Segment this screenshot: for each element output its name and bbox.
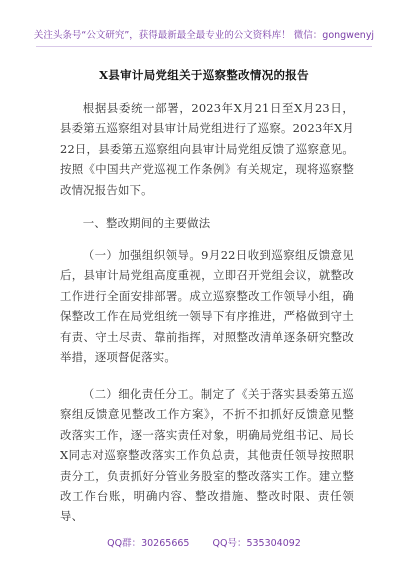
paragraph-block-1: [60, 245, 354, 367]
footer-qq-number: QQ号：535304092: [212, 538, 301, 549]
footer-qq-group: QQ群：30265665: [107, 538, 190, 549]
header-banner: 关注头条号“公文研究”，获得最新最全最专业的公文资料库！ 微信：gongwenyj: [33, 30, 375, 41]
document-body: [60, 98, 354, 200]
header-divider: [36, 46, 372, 47]
paragraph-organization: （一）加强组织领导。9月22日收到巡察组反馈意见后，县审计局党组高度重视，立即召开党组会议，就整改工作进行全面安排部署。成立巡察整改工作领导小组，确保整改工作在局党组统一领导下有序推进，严格做到守土有责、守土尽责、靠前指挥，对照整改清单逐条研究整改举措，逐项督促落实。: [60, 248, 354, 365]
footer-contact: [0, 535, 408, 549]
document-title: X县审计局党组关于巡察整改情况的报告: [99, 68, 309, 82]
paragraph-block-2: [60, 384, 354, 527]
paragraph-responsibility: （二）细化责任分工。制定了《关于落实县委第五巡察组反馈意见整改工作方案》，不折不扣抓好反馈意见整改落实工作，逐一落实责任对象，明确局党组书记、局长X同志对巡察整改落实工作负总责，其他责任领导按照职责分工，负责抓好分管业务股室的整改落实工作。建立整改工作台账，明确内容、整改措施、整改时限、责任领导、: [60, 387, 354, 524]
section-heading-block: [60, 213, 354, 233]
section-heading: 一、整改期间的主要做法: [82, 216, 211, 230]
paragraph-intro: 根据县委统一部署，2023年X月21日至X月23日，县委第五巡察组对县审计局党组进行了巡察。2023年X月22日，县委第五巡察组向县审计局党组反馈了巡察意见。按照《中国共产党巡视工作条例》有关规定，现将巡察整改情况报告如下。: [60, 101, 354, 197]
